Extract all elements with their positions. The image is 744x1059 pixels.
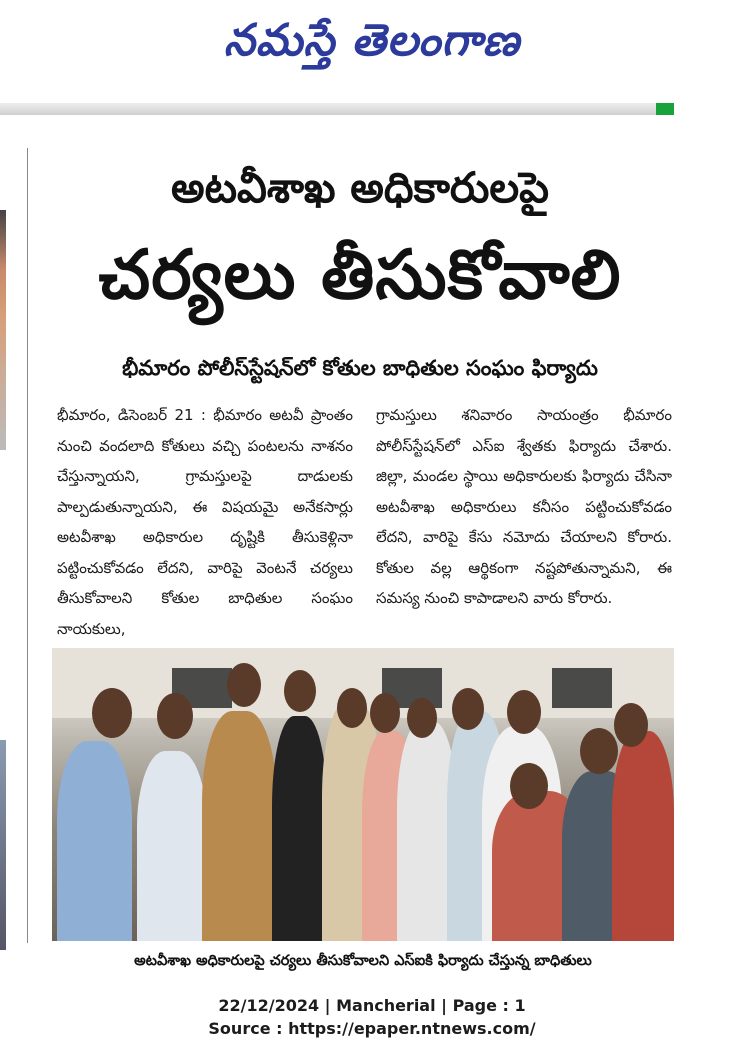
photo-person-head — [227, 663, 261, 707]
headline-line-1: అటవీశాఖ అధికారులపై — [170, 163, 549, 212]
photo-person-head — [92, 688, 132, 738]
photo-person — [202, 711, 277, 941]
news-photo — [52, 648, 674, 941]
rule-accent — [656, 103, 674, 115]
photo-person-head — [370, 693, 400, 733]
photo-person — [272, 716, 327, 941]
photo-caption: అటవీశాఖ అధికారులపై చర్యలు తీసుకోవాలని ఎస్ఐకి ఫిర్యాదు చేస్తున్న బాధితులు — [134, 953, 592, 969]
adjacent-article-fragment — [0, 150, 6, 950]
photo-person-head — [614, 703, 648, 747]
photo-person-head — [337, 688, 367, 728]
source-line: Source : https://epaper.ntnews.com/ — [208, 1019, 536, 1038]
edition-line: 22/12/2024 | Mancherial | Page : 1 — [218, 996, 526, 1015]
photo-person — [57, 741, 132, 941]
photo-person-head — [580, 728, 618, 774]
column-divider — [27, 148, 28, 943]
photo-person-head — [284, 670, 316, 712]
photo-person — [612, 731, 674, 941]
photo-person-head — [157, 693, 193, 739]
photo-person-head — [507, 690, 541, 734]
masthead — [0, 0, 744, 92]
photo-person-head — [452, 688, 484, 730]
photo-window — [552, 668, 612, 708]
subheadline: భీమారం పోలీస్‌స్టేషన్‌లో కోతుల బాధితుల సంఘం ఫిర్యాదు — [122, 356, 598, 380]
photo-person-head — [510, 763, 548, 809]
photo-person-head — [407, 698, 437, 738]
article-body-right: గ్రామస్తులు శనివారం సాయంత్రం భీమారం పోలీస్‌స్టేషన్‌లో ఎస్ఐ శ్వేతకు ఫిర్యాదు చేశారు. జిల్లా, మండల స్థాయి అధికారులకు ఫిర్యాదు చేసినా అటవీశాఖ అధికారులు కనీసం పట్టించుకోవడం లేదని, వారిపై కేసు నమోదు చేయాలని కోరారు. కోతుల వల్ల ఆర్థికంగా నష్టపోతున్నామని, ఈ సమస్య నుంచి కాపాడాలని వారు కోరారు. — [376, 406, 672, 607]
photo-person — [137, 751, 207, 941]
article-body-left: భీమారం, డిసెంబర్ 21 : భీమారం అటవీ ప్రాంతం నుంచి వందలాది కోతులు వచ్చి పంటలను నాశనం చేస్తున్నాయని, గ్రామస్తులపై దాడులకు పాల్పడుతున్నాయని, ఈ విషయమై అనేకసార్లు అటవీశాఖ అధికారుల దృష్టికి తీసుకెళ్లినా పట్టించుకోవడం లేదని, వారిపై వెంటనే చర్యలు తీసుకోవాలని కోతుల బాధితుల సంఘం నాయకులు, — [57, 406, 353, 638]
masthead-rule — [0, 103, 656, 115]
headline-line-2: చర్యలు తీసుకోవాలి — [98, 236, 622, 315]
newspaper-title: నమస్తే తెలంగాణ — [223, 15, 521, 66]
